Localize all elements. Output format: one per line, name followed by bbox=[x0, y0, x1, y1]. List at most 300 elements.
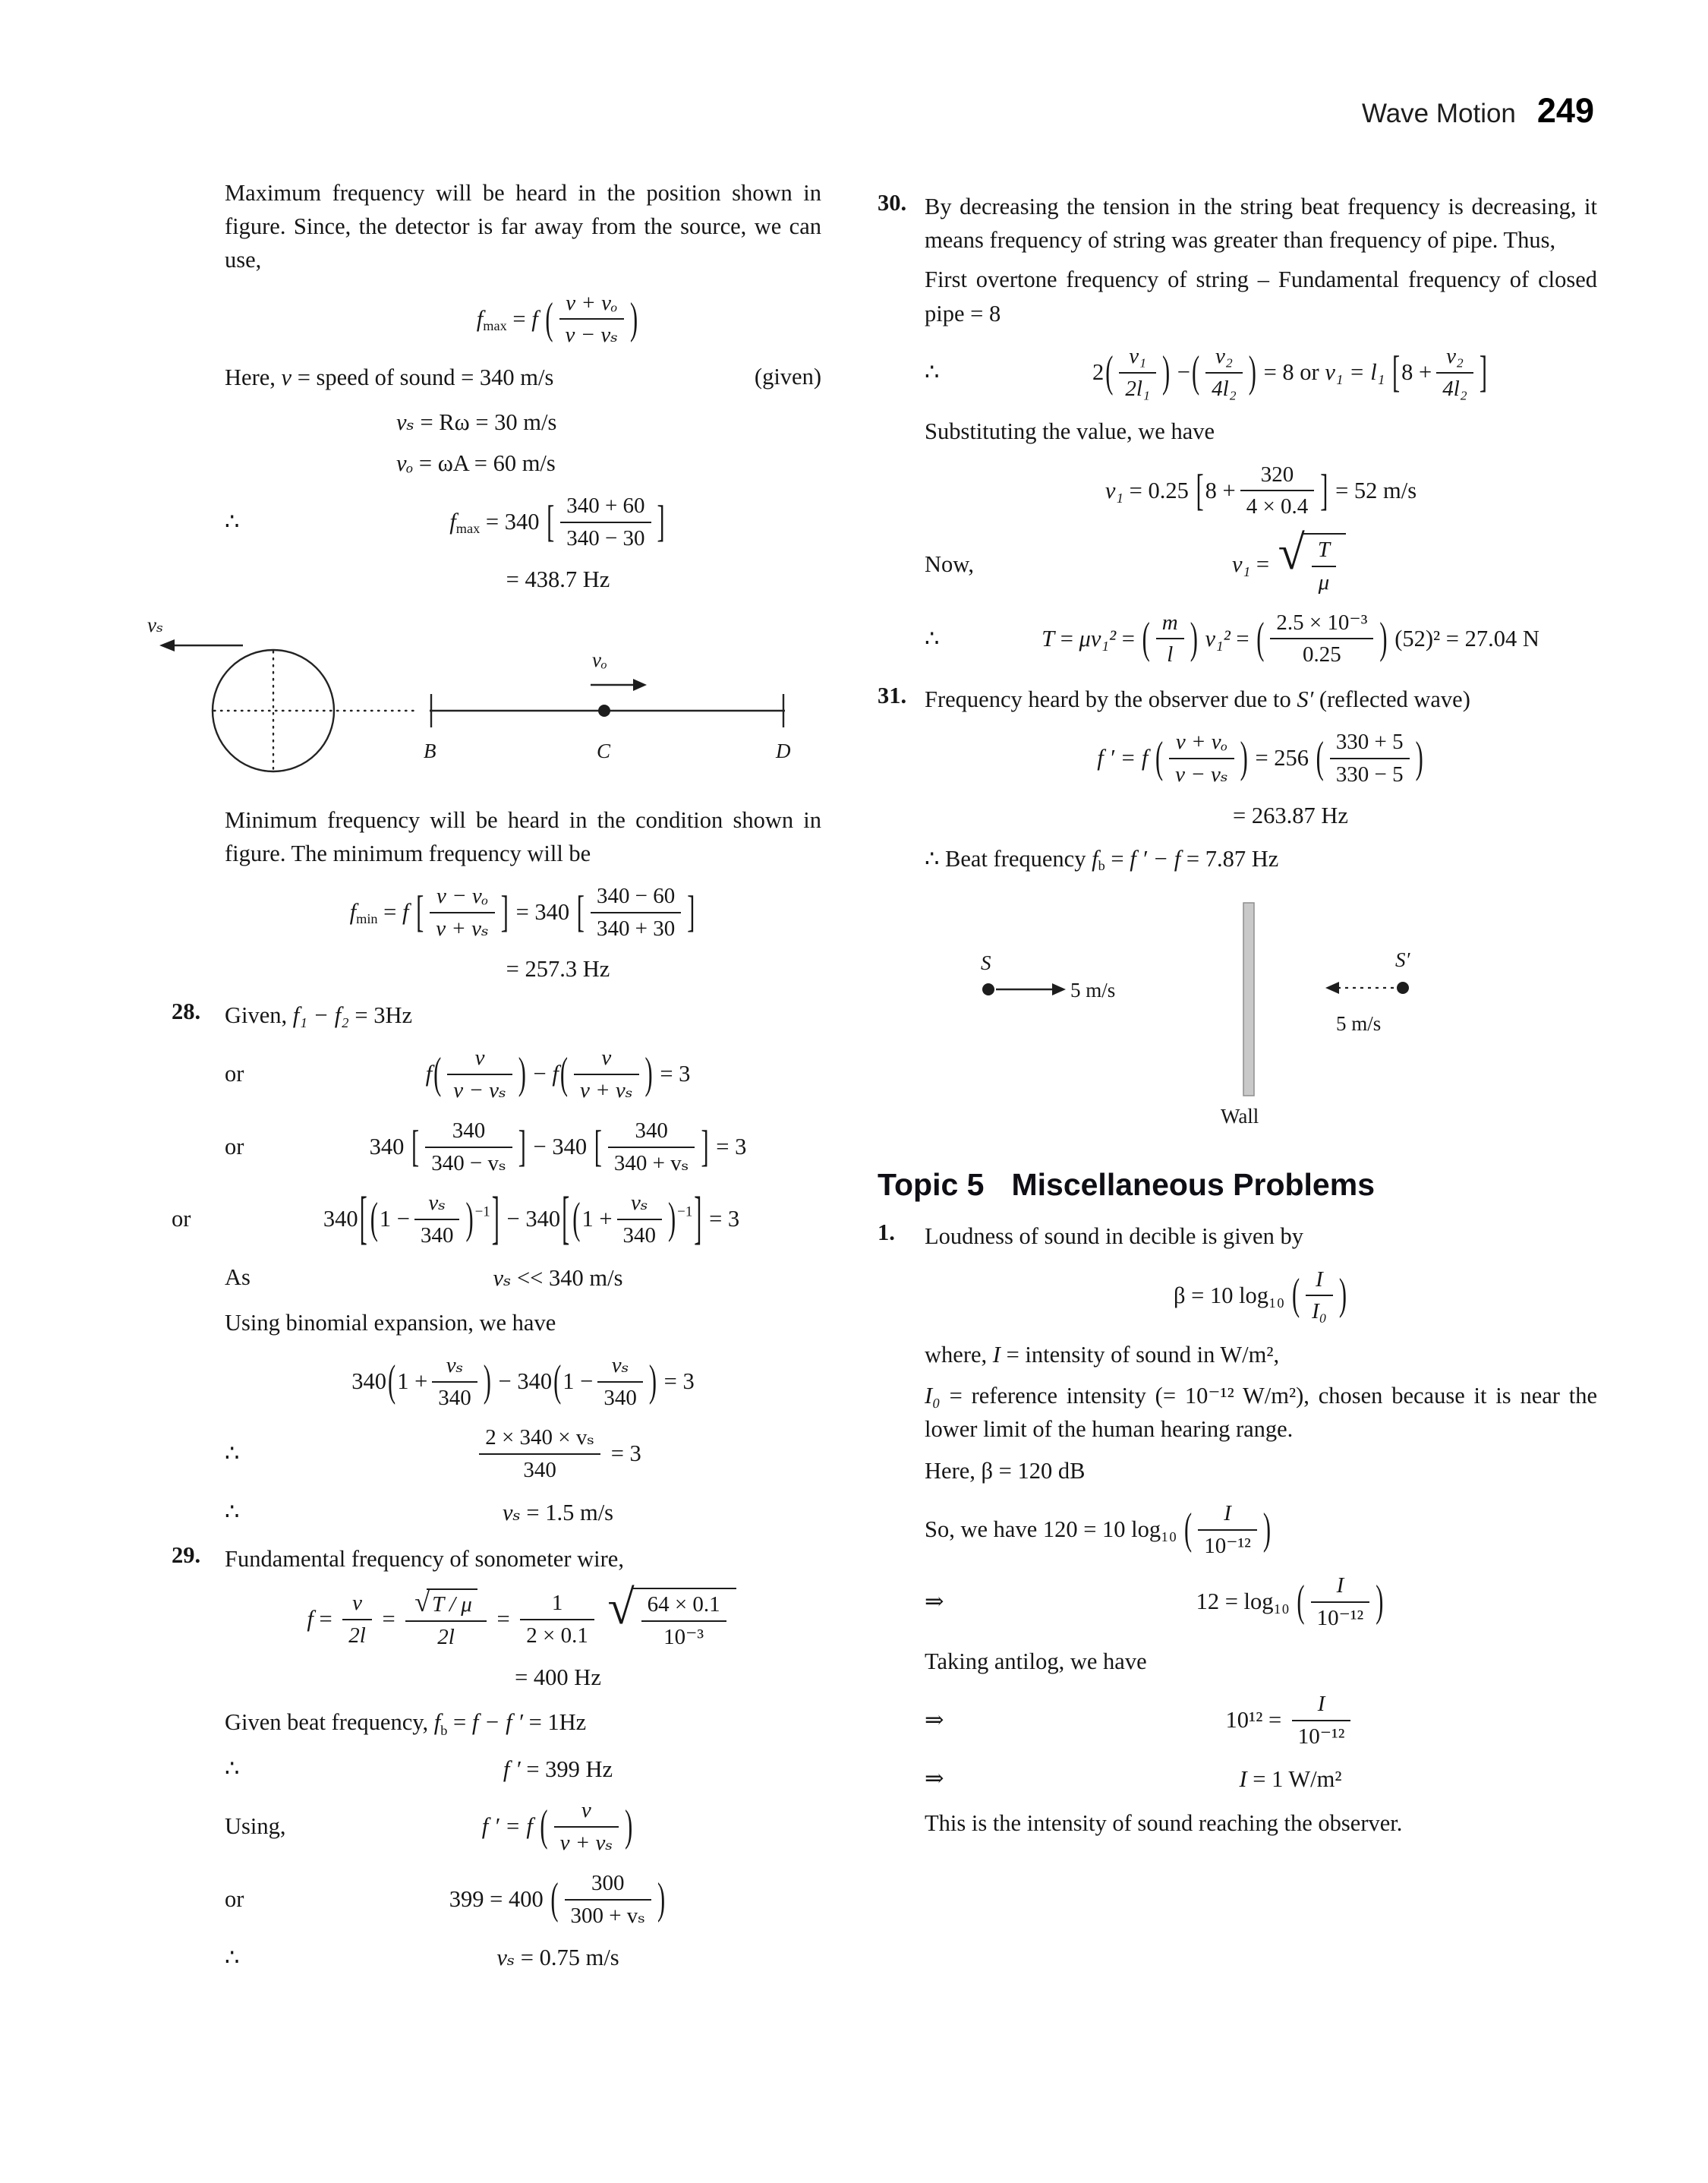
fraction bbox=[1119, 342, 1156, 403]
eq-label: or bbox=[225, 1133, 244, 1159]
math-term: 8 + bbox=[1205, 477, 1236, 503]
numerator bbox=[405, 1588, 487, 1622]
label-B: B bbox=[424, 739, 436, 762]
problem-31 bbox=[878, 683, 1597, 716]
math-op: = 340 bbox=[485, 509, 540, 535]
fraction bbox=[1198, 1500, 1257, 1560]
math-var: I bbox=[1239, 1765, 1247, 1792]
math-sub: max bbox=[483, 317, 507, 333]
math-var: vₛ bbox=[396, 409, 414, 435]
fraction bbox=[597, 1352, 642, 1412]
text: = intensity of sound in W/m², bbox=[1006, 1342, 1280, 1368]
math-expr: f ′ − f bbox=[1130, 846, 1181, 872]
math-expr: μv₁² bbox=[1079, 625, 1117, 651]
numerator: 2 × 340 × vₛ bbox=[479, 1424, 600, 1455]
fraction bbox=[574, 1044, 639, 1105]
fraction bbox=[560, 492, 651, 553]
math-var: f bbox=[402, 898, 409, 925]
math-op: = bbox=[1111, 846, 1124, 872]
eq-body bbox=[925, 1266, 1597, 1327]
math-op: − 340 bbox=[498, 1368, 553, 1394]
page-header bbox=[172, 91, 1594, 131]
denominator: 10⁻¹² bbox=[1204, 1533, 1251, 1558]
bracket: ] bbox=[518, 1121, 526, 1171]
vo-label: vₒ bbox=[592, 648, 607, 671]
denominator: 340 bbox=[438, 1385, 471, 1410]
math-var: f ′ bbox=[503, 1756, 521, 1782]
fraction bbox=[447, 1044, 512, 1105]
eq-body bbox=[225, 1579, 821, 1651]
paren: ) bbox=[483, 1355, 491, 1405]
equation-28a bbox=[225, 1044, 821, 1105]
equation-1d bbox=[925, 1690, 1597, 1751]
paren: ) bbox=[648, 1355, 657, 1405]
numerator: vₛ bbox=[432, 1352, 477, 1383]
equation-29a bbox=[225, 1579, 821, 1651]
math-sub: min bbox=[356, 910, 378, 926]
radical-sign: √ bbox=[607, 1579, 635, 1634]
fraction bbox=[641, 1591, 726, 1651]
paren: ( bbox=[559, 1049, 569, 1098]
denominator: 4l₂ bbox=[1212, 376, 1237, 401]
equation-29c bbox=[225, 1797, 821, 1857]
fraction bbox=[1240, 461, 1315, 522]
numerator: v₁ bbox=[1119, 342, 1156, 374]
result-value: = 263.87 Hz bbox=[1233, 802, 1348, 828]
fraction bbox=[1270, 609, 1373, 670]
result-value: = 400 Hz bbox=[515, 1664, 601, 1691]
line-here-beta bbox=[925, 1454, 1597, 1487]
numerator: 1 bbox=[520, 1589, 594, 1620]
given-note: (given) bbox=[754, 364, 821, 390]
math-op: = 3 bbox=[709, 1206, 740, 1232]
numerator: I bbox=[1292, 1690, 1351, 1721]
bracket: ] bbox=[1479, 346, 1488, 396]
math-expr: = 7.87 Hz bbox=[1186, 846, 1279, 872]
math-var: I bbox=[992, 1342, 1001, 1368]
eq-label: or bbox=[172, 1206, 191, 1232]
math-term: 1 + bbox=[581, 1206, 613, 1232]
paragraph: First overtone frequency of string – Fundamental frequency of closed pipe = 8 bbox=[925, 267, 1597, 327]
problem-text: By decreasing the tension in the string beat frequency is decreasing, it means frequency of string was greater than frequency of pipe. Thus, bbox=[925, 194, 1597, 254]
fraction bbox=[1205, 342, 1243, 403]
paren: ( bbox=[1105, 346, 1114, 396]
math-expr: = ωA = 60 m/s bbox=[418, 450, 556, 477]
paren: ) bbox=[625, 1801, 633, 1850]
denominator: μ bbox=[1318, 569, 1330, 595]
radicand bbox=[632, 1588, 736, 1651]
paren: ) bbox=[1376, 1576, 1384, 1626]
therefore-symbol: ∴ bbox=[225, 1440, 240, 1467]
figure-moving-source bbox=[138, 615, 821, 782]
math-expr: f − f ′ bbox=[471, 1709, 523, 1736]
math-expr: 12 = log₁₀ bbox=[1196, 1588, 1290, 1615]
fraction bbox=[1169, 728, 1234, 789]
numerator: T bbox=[1312, 536, 1336, 567]
paren: ( bbox=[370, 1194, 378, 1243]
therefore-symbol: ∴ bbox=[225, 1755, 240, 1781]
text: = speed of sound = 340 m/s bbox=[297, 364, 554, 391]
math-op: = bbox=[319, 1605, 332, 1632]
denominator: 340 bbox=[421, 1223, 454, 1248]
problem-number: 31. bbox=[878, 683, 907, 709]
equation-31b bbox=[925, 843, 1597, 875]
eq-label: As bbox=[225, 1263, 251, 1290]
content-columns bbox=[147, 176, 1597, 1986]
denominator: 340 bbox=[603, 1385, 637, 1410]
bracket: ] bbox=[701, 1121, 709, 1171]
fraction bbox=[1330, 728, 1410, 789]
numerator: 2.5 × 10⁻³ bbox=[1270, 609, 1373, 640]
math-op: − bbox=[1177, 358, 1190, 385]
eq-body bbox=[295, 1262, 821, 1294]
math-var: f bbox=[531, 305, 538, 332]
paren: ( bbox=[572, 1194, 581, 1243]
math-term: 1 − bbox=[379, 1206, 410, 1232]
text: = reference intensity (= 10⁻¹² W/m²), chosen because it is near the lower limit of the human hearing range. bbox=[925, 1383, 1597, 1443]
as-line bbox=[225, 1262, 821, 1294]
paren: ) bbox=[1248, 346, 1256, 396]
denominator: 2 × 0.1 bbox=[526, 1623, 588, 1648]
numerator: 340 + 60 bbox=[560, 492, 651, 523]
numerator: v − vₒ bbox=[430, 882, 495, 913]
numerator: vₛ bbox=[414, 1189, 459, 1220]
numerator: 340 bbox=[425, 1117, 512, 1148]
numerator: v bbox=[554, 1797, 619, 1828]
problem-number: 1. bbox=[878, 1219, 895, 1246]
fraction bbox=[1156, 609, 1184, 670]
math-var: v₁ bbox=[1232, 551, 1251, 578]
chapter-title: Wave Motion bbox=[1361, 99, 1516, 128]
image-source-dot bbox=[1397, 982, 1409, 994]
paren: ( bbox=[540, 1801, 548, 1850]
radical bbox=[1278, 525, 1346, 597]
therefore-symbol: ∴ bbox=[225, 1944, 240, 1970]
denominator: 10⁻¹² bbox=[1297, 1724, 1345, 1749]
math-expr: 10¹² = bbox=[1225, 1707, 1282, 1733]
eq-body bbox=[295, 1044, 821, 1105]
math-var: f bbox=[449, 509, 456, 535]
paragraph: Substituting the value, we have bbox=[925, 418, 1215, 445]
line-reference-intensity bbox=[925, 1379, 1597, 1446]
figure-svg bbox=[909, 900, 1547, 1129]
paragraph: Maximum frequency will be heard in the position shown in figure. Since, the detector is far away from the source, we can use, bbox=[225, 180, 821, 273]
numerator: I bbox=[1311, 1572, 1370, 1603]
eq-body bbox=[984, 1572, 1597, 1633]
equation-29b bbox=[225, 1753, 821, 1785]
math-op: = bbox=[496, 1605, 510, 1632]
denominator: 10⁻³ bbox=[663, 1624, 704, 1649]
paren: ( bbox=[1316, 733, 1324, 782]
math-op: = 0.25 bbox=[1129, 477, 1189, 503]
eq-body bbox=[241, 1185, 821, 1251]
math-op: = 340 bbox=[515, 898, 570, 925]
denominator: 2l₁ bbox=[1125, 376, 1150, 401]
line-beat-frequency bbox=[225, 1705, 821, 1741]
numerator: 64 × 0.1 bbox=[641, 1591, 726, 1622]
wall-bar bbox=[1243, 903, 1254, 1096]
equation-30c bbox=[925, 525, 1597, 597]
denominator: 4 × 0.4 bbox=[1246, 494, 1309, 519]
eq-body bbox=[295, 1424, 821, 1484]
equation-28d bbox=[225, 1352, 821, 1412]
paren: ) bbox=[668, 1194, 676, 1243]
math-expr: f ′ = f bbox=[1097, 745, 1149, 771]
math-op: = bbox=[512, 305, 526, 332]
bracket: [ bbox=[576, 886, 585, 936]
math-expr: = 399 Hz bbox=[526, 1756, 613, 1782]
eq-body bbox=[295, 289, 821, 350]
line-vo bbox=[396, 446, 821, 480]
radicand bbox=[1302, 533, 1346, 597]
text: Given beat frequency, bbox=[225, 1709, 429, 1736]
therefore-symbol: ∴ bbox=[225, 1498, 240, 1525]
radical bbox=[607, 1579, 736, 1651]
exponent: −1 bbox=[474, 1203, 490, 1220]
math-op: = 3 bbox=[610, 1440, 641, 1467]
denominator: 340 + 30 bbox=[596, 916, 676, 941]
numerator: 320 bbox=[1240, 461, 1315, 492]
paren: ) bbox=[1379, 613, 1388, 663]
eq-body bbox=[925, 728, 1597, 789]
result-value: = 257.3 Hz bbox=[506, 956, 610, 983]
eq-body bbox=[295, 1797, 821, 1857]
math-op: = 3 bbox=[716, 1133, 747, 1159]
denominator: 340 − vₛ bbox=[431, 1150, 506, 1175]
denominator: 340 bbox=[523, 1458, 556, 1483]
math-var: f bbox=[433, 1709, 441, 1736]
equation-30d bbox=[925, 609, 1597, 670]
problem-number: 30. bbox=[878, 190, 907, 216]
numerator: 340 − 60 bbox=[591, 882, 681, 913]
math-var: v bbox=[281, 364, 292, 391]
result-value: = 438.7 Hz bbox=[506, 566, 610, 592]
bracket: ] bbox=[687, 886, 695, 936]
math-var: vₛ bbox=[496, 1945, 515, 1971]
denominator: 340 bbox=[622, 1223, 656, 1248]
bracket: ] bbox=[694, 1185, 702, 1251]
paren: ( bbox=[545, 293, 553, 343]
radical bbox=[414, 1588, 477, 1618]
problem-number: 28. bbox=[172, 998, 201, 1025]
problem-text bbox=[225, 998, 821, 1032]
eq-body bbox=[925, 843, 1597, 875]
eq-label: Using, bbox=[225, 1813, 286, 1840]
eq-body bbox=[295, 1869, 821, 1930]
denominator: 4l₂ bbox=[1442, 376, 1467, 401]
math-sub: b bbox=[440, 1723, 448, 1739]
problem-number: 29. bbox=[172, 1541, 201, 1568]
math-op: − 340 bbox=[533, 1133, 588, 1159]
fraction bbox=[608, 1117, 695, 1178]
eq-label: or bbox=[225, 1061, 244, 1087]
math-expr: = 3Hz bbox=[355, 1002, 413, 1029]
eq-body bbox=[295, 1942, 821, 1973]
numerator: v₂ bbox=[1205, 342, 1243, 374]
numerator: v bbox=[342, 1589, 372, 1620]
bracket: [ bbox=[1392, 346, 1401, 396]
numerator: v bbox=[574, 1044, 639, 1075]
eq-body bbox=[295, 1117, 821, 1178]
fraction bbox=[520, 1589, 594, 1650]
paragraph: This is the intensity of sound reaching the observer. bbox=[925, 1810, 1403, 1837]
text: (reflected wave) bbox=[1319, 686, 1470, 713]
math-op: = bbox=[453, 1709, 467, 1736]
eq-label: or bbox=[225, 1885, 244, 1912]
math-term: 8 + bbox=[1401, 358, 1432, 385]
eq-body bbox=[225, 1352, 821, 1412]
equation-28e bbox=[225, 1424, 821, 1484]
math-op: − 340 bbox=[506, 1206, 561, 1232]
equation-31a bbox=[925, 728, 1597, 789]
numerator: 330 + 5 bbox=[1330, 728, 1410, 759]
math-op: = bbox=[1121, 625, 1135, 651]
implies-symbol: ⇒ bbox=[925, 1707, 944, 1733]
paren: ) bbox=[657, 1873, 666, 1923]
eq-body bbox=[295, 1497, 821, 1528]
denominator: v + vₛ bbox=[580, 1078, 633, 1103]
result-line bbox=[925, 801, 1597, 831]
vo-arrowhead bbox=[633, 679, 647, 691]
label-D: D bbox=[776, 739, 791, 762]
fraction bbox=[565, 1869, 652, 1930]
paren: ( bbox=[433, 1049, 442, 1098]
math-var: S′ bbox=[1297, 686, 1314, 713]
line-vs bbox=[396, 405, 821, 439]
math-term: 1 + bbox=[397, 1368, 428, 1394]
fraction bbox=[432, 1352, 477, 1412]
paren: ( bbox=[1256, 613, 1265, 663]
paren: ( bbox=[553, 1355, 562, 1405]
vs-label: vₛ bbox=[147, 614, 164, 636]
implies-symbol: ⇒ bbox=[925, 1588, 944, 1615]
paren: ) bbox=[630, 293, 638, 343]
fraction bbox=[414, 1189, 459, 1250]
source-label: S bbox=[981, 951, 991, 975]
denominator: v − vₛ bbox=[1175, 762, 1228, 787]
math-var: v₁ bbox=[1105, 477, 1124, 503]
numerator: v + vₒ bbox=[559, 289, 625, 320]
eq-body bbox=[984, 1690, 1597, 1751]
math-expr: β = 10 log₁₀ bbox=[1173, 1282, 1285, 1308]
denominator: v + vₛ bbox=[559, 1831, 613, 1856]
math-sub: b bbox=[1098, 858, 1105, 874]
numerator: I bbox=[1198, 1500, 1257, 1531]
eq-body bbox=[295, 1753, 821, 1785]
denominator: 340 + vₛ bbox=[613, 1150, 689, 1175]
denominator: I₀ bbox=[1312, 1299, 1327, 1324]
topic-heading bbox=[878, 1167, 1597, 1203]
equation-1b bbox=[925, 1500, 1597, 1560]
math-sub: max bbox=[455, 521, 481, 537]
denominator: 340 − 30 bbox=[566, 526, 645, 551]
figure-svg bbox=[138, 615, 793, 776]
paragraph: Minimum frequency will be heard in the condition shown in figure. The minimum frequency will be bbox=[225, 806, 821, 866]
wall-label: Wall bbox=[1221, 1105, 1259, 1128]
bracket: [ bbox=[416, 886, 424, 936]
bracket: [ bbox=[359, 1185, 367, 1251]
numerator: vₛ bbox=[617, 1189, 662, 1220]
equation-28f bbox=[225, 1497, 821, 1528]
fraction bbox=[617, 1189, 662, 1250]
eq-body bbox=[295, 492, 821, 553]
math-coeff: 340 bbox=[323, 1206, 358, 1232]
math-expr: = 1Hz bbox=[528, 1709, 587, 1736]
denominator: 300 + vₛ bbox=[570, 1903, 646, 1928]
fraction bbox=[1311, 1572, 1370, 1633]
math-coeff: 340 bbox=[369, 1133, 405, 1159]
eq-body bbox=[984, 1763, 1597, 1795]
problem-28 bbox=[172, 998, 821, 1032]
bracket: [ bbox=[547, 497, 555, 546]
denominator: v − vₛ bbox=[565, 323, 619, 348]
math-expr: v₁² bbox=[1205, 625, 1231, 651]
math-var: vₛ bbox=[493, 1265, 512, 1292]
equation-1c bbox=[925, 1572, 1597, 1633]
denominator: 10⁻¹² bbox=[1316, 1606, 1364, 1631]
vs-arrowhead bbox=[159, 639, 175, 651]
fraction bbox=[591, 882, 681, 943]
math-op: = 256 bbox=[1255, 745, 1309, 771]
bracket: ] bbox=[491, 1185, 499, 1251]
eq-body bbox=[925, 461, 1597, 522]
problem-text: Fundamental frequency of sonometer wire, bbox=[225, 1545, 624, 1572]
problem-30 bbox=[878, 190, 1597, 257]
equation-fmax-value bbox=[225, 492, 821, 553]
math-op: = bbox=[383, 898, 397, 925]
eq-body bbox=[984, 525, 1597, 597]
math-var: f bbox=[476, 305, 484, 332]
bracket: ] bbox=[500, 886, 509, 936]
numerator: vₛ bbox=[597, 1352, 642, 1383]
paren: ) bbox=[1190, 613, 1198, 663]
paren: ) bbox=[1240, 733, 1248, 782]
text: Beat frequency bbox=[945, 846, 1086, 872]
image-arrowhead bbox=[1325, 982, 1339, 994]
denominator: l bbox=[1167, 642, 1174, 667]
text: Here, bbox=[225, 364, 276, 391]
source-dot bbox=[982, 983, 994, 995]
fraction bbox=[1436, 342, 1473, 403]
fraction bbox=[554, 1797, 619, 1857]
eq-body bbox=[225, 882, 821, 943]
label-C: C bbox=[597, 739, 611, 762]
equation-1a bbox=[925, 1266, 1597, 1327]
math-expr: = 0.75 m/s bbox=[520, 1945, 619, 1971]
math-op: = 8 bbox=[1263, 358, 1294, 385]
paren: ) bbox=[465, 1194, 474, 1243]
result-line bbox=[225, 954, 821, 985]
equation-28b bbox=[225, 1117, 821, 1178]
math-var: I₀ bbox=[925, 1383, 941, 1409]
math-op: = 3 bbox=[660, 1061, 691, 1087]
equation-30a bbox=[925, 342, 1597, 403]
bracket: [ bbox=[1196, 465, 1204, 515]
paragraph: Using binomial expansion, we have bbox=[225, 1309, 556, 1336]
numerator: v + vₒ bbox=[1169, 728, 1234, 759]
text: Frequency heard by the observer due to bbox=[925, 686, 1291, 713]
math-var: vₛ bbox=[502, 1500, 521, 1526]
equation-fmax bbox=[225, 289, 821, 350]
math-expr: So, we have 120 = 10 log₁₀ bbox=[925, 1516, 1177, 1542]
paren: ( bbox=[1155, 733, 1164, 782]
source-speed-label: 5 m/s bbox=[1070, 979, 1116, 1002]
paren: ( bbox=[1142, 613, 1150, 663]
equation-28c bbox=[172, 1185, 821, 1251]
bracket: [ bbox=[411, 1121, 420, 1171]
numerator: v bbox=[447, 1044, 512, 1075]
radical-sign: √ bbox=[414, 1586, 430, 1617]
